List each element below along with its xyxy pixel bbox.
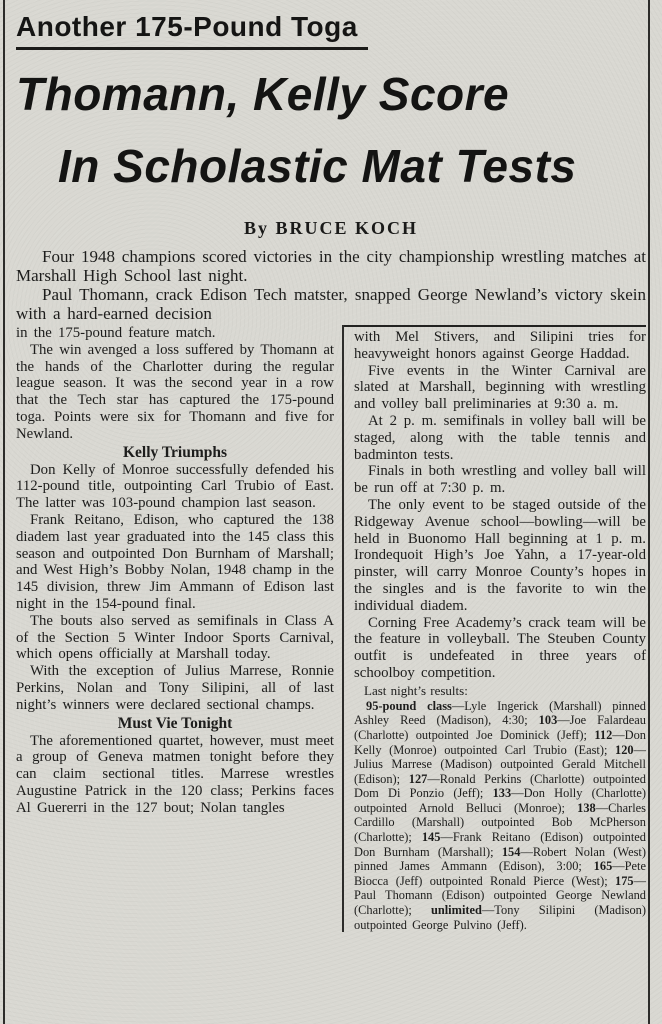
left-border-rule [3,0,5,1024]
article-paragraph: The win avenged a loss suffered by Thomann at the hands of the Charlotter during the regular league season. It was the second year in a row that the Tech star has captured the 175-pound toga. Points were six for Thomann and five for Newland. [16,341,334,442]
weight-class-label: 145 [421,830,441,845]
headline [16,58,646,202]
lead-section [16,247,646,323]
byline: By BRUCE KOCH [243,218,419,238]
article-paragraph: with Mel Stivers, and Silipini tries for heavyweight honors against George Haddad. [354,329,646,362]
article-paragraph: Corning Free Academy’s crack team will be the feature in volleyball. The Steuben County outfit is undefeated in three years of schoolboy competition. [354,614,646,681]
right-border-rule [648,0,650,1024]
section-heading: Must Vie Tonight [117,714,233,732]
results-intro: Last night’s results: [364,682,468,698]
weight-class-label: 95-pound class [366,698,452,713]
article-paragraph: Five events in the Winter Carnival are slated at Marshall, beginning with wrestling and volley ball preliminaries at 9:30 a. m. [354,362,646,413]
results-paragraph: 95-pound class—Lyle Ingerick (Marshall) pinned Ashley Reed (Madison), 4:30; 103—Joe Falardeau (Charlotte) outpointed Joe Dominick (Jeff); 112—Don Kelly (Monroe) outpointed Carl Trubio (East); 120—Julius Marrese (Madison) outpointed Gerald Mitchell (Edison); 127—Ronald Perkins (Charlotte) outpointed Dom Di Ponzio (Jeff); 133—Don Holly (Charlotte) outpointed Arnold Belluci (Monroe); 138—Charles Cardillo (Marshall) outpointed Bob McPherson (Charlotte); 145—Frank Reitano (Edison) outpointed Don Burnham (Marshall); 154—Robert Nolan (West) pinned James Ammann (Edison), 3:00; 165—Pete Biocca (Jeff) outpointed Ronald Pierce (West); 175—Paul Thomann (Edison) outpointed George Newland (Charlotte); unlimited—Tony Silipini (Madison) outpointed George Pulvino (Jeff). [354,698,647,932]
article-paragraph: With the exception of Julius Marrese, Ronnie Perkins, Nolan and Tony Silipini, all of last night’s winners were declared sectional champs. [16,663,334,713]
section-heading: Kelly Triumphs [122,443,228,461]
kicker: Another 175-Pound Toga [16,11,358,42]
lead-paragraph: Paul Thomann, crack Edison Tech matster, snapped George Newland’s victory skein with a hard-earned decision [16,285,646,323]
weight-class-label: 103 [538,713,558,728]
article-paragraph: The aforementioned quartet, however, must meet a group of Geneva matmen tonight before they can claim sectional titles. Marrese wrestles Augustine Patrick in the 120 class; Perkins faces Al Guererri in the 127 bout; Nolan tangles [16,732,334,816]
weight-class-label: 138 [577,800,596,815]
article-paragraph: Don Kelly of Monroe successfully defended his 112-pound title, outpointing Carl Trubio of East. The latter was 103-pound champion last season. [16,461,334,512]
article-paragraph: At 2 p. m. semifinals in volley ball will be staged, along with the table tennis and badminton tests. [354,412,646,463]
kicker-underline [16,47,368,50]
weight-class-label: 154 [501,844,521,859]
column-layout [16,325,646,932]
article-paragraph: in the 175-pound feature match. [16,325,216,341]
weight-class-label: 165 [593,859,613,874]
headline-line1: Thomann, Kelly Score [16,68,510,120]
left-column [16,325,344,932]
weight-class-label: 127 [408,771,428,786]
headline-line2: In Scholastic Mat Tests [58,140,577,192]
article-paragraph: Frank Reitano, Edison, who captured the 138 diadem last year graduated into the 145 class this season and outpointed Don Burnham of Marshall; and West High’s Bobby Nolan, 1948 champ in the 145 division, threw Jim Ammann of Edison last night in the 154-pound final. [16,511,334,612]
weight-class-label: 112 [594,727,613,742]
article-paragraph: The bouts also served as semifinals in Class A of the Section 5 Winter Indoor Sports Carnival, which opens officially at Marshall today. [16,612,334,663]
weight-class-label: 133 [492,786,512,801]
weight-class-label: 175 [615,873,634,888]
article-paragraph: The only event to be staged outside of the Ridgeway Avenue school—bowling—will be held in Buonomo Hall beginning at 1 p. m. Irondequoit High’s Joe Yahn, a 17-year-old pinster, will carry Monroe County’s hopes in the singles and is the favorite to win the individual diadem. [354,496,646,614]
weight-class-label: 120 [615,742,634,757]
lead-paragraph: Four 1948 champions scored victories in the city championship wrestling matches at Marshall High School last night. [16,247,646,285]
article [16,0,646,932]
weight-class-label: unlimited [430,903,482,918]
right-column [344,325,646,932]
article-paragraph: Finals in both wrestling and volley ball will be run off at 7:30 p. m. [354,463,646,497]
